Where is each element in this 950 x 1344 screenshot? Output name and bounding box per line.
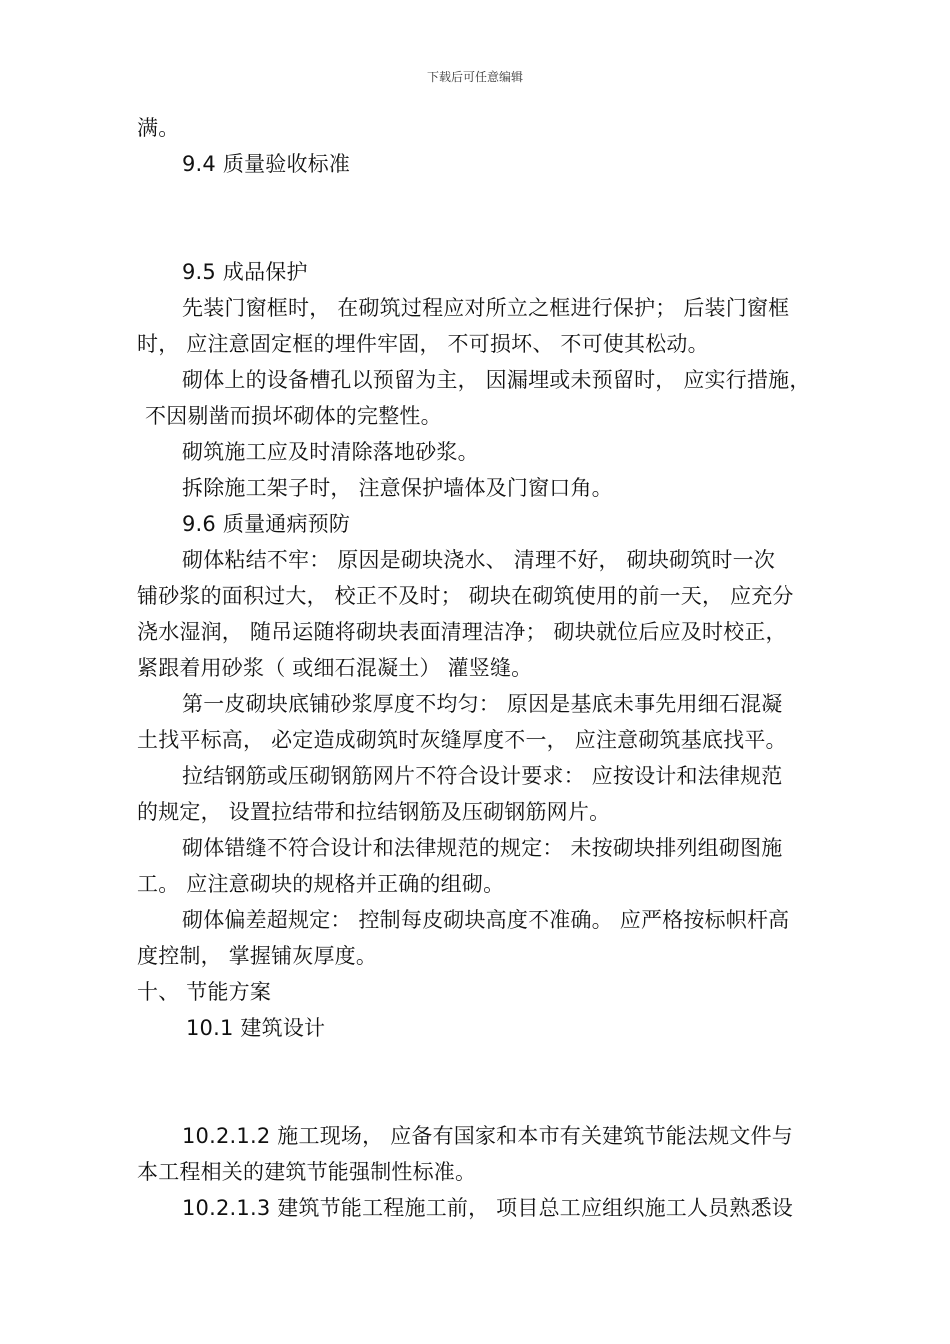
text-line: 第一皮砌块底铺砂浆厚度不均匀： 原因是基底未事先用细石混凝 [182, 692, 783, 716]
document-body [137, 110, 842, 1226]
text-line: 紧跟着用砂浆（ 或细石混凝土） 灌竖缝。 [137, 656, 533, 680]
text-line: 拆除施工架子时， 注意保护墙体及门窗口角。 [182, 476, 613, 500]
text-line: 满。 [137, 116, 180, 140]
text-line: 砌体粘结不牢： 原因是砌块浇水、 清理不好， 砌块砌筑时一次 [182, 548, 776, 572]
text-line: 工。 应注意砌块的规格并正确的组砌。 [137, 872, 505, 896]
text-line: 砌体上的设备槽孔以预留为主， 因漏埋或未预留时， 应实行措施， [182, 368, 811, 392]
blank-space [137, 1046, 842, 1118]
section-heading-9-5: 9.5 成品保护 [182, 260, 308, 284]
text-line: 度控制， 掌握铺灰厚度。 [137, 944, 378, 968]
text-line: 10.2.1.3 建筑节能工程施工前， 项目总工应组织施工人员熟悉设 [182, 1196, 793, 1220]
text-line: 浇水湿润， 随吊运随将砌块表面清理洁净； 砌块就位后应及时校正， [137, 620, 787, 644]
text-line: 土找平标高， 必定造成砌筑时灰缝厚度不一， 应注意砌筑基底找平。 [137, 728, 787, 752]
section-heading-9-4: 9.4 质量验收标准 [182, 152, 351, 176]
text-line: 拉结钢筋或压砌钢筋网片不符合设计要求： 应按设计和法律规范 [182, 764, 783, 788]
section-heading-9-6: 9.6 质量通病预防 [182, 512, 351, 536]
text-line: 的规定， 设置拉结带和拉结钢筋及压砌钢筋网片。 [137, 800, 611, 824]
section-heading-10-1: 10.1 建筑设计 [186, 1016, 326, 1040]
text-line: 先装门窗框时， 在砌筑过程应对所立之框进行保护； 后装门窗框 [182, 296, 790, 320]
page-header: 下载后可任意编辑 [426, 70, 523, 84]
text-line: 砌体错缝不符合设计和法律规范的规定： 未按砌块排列组砌图施 [182, 836, 783, 860]
text-line: 不因剔凿而损坏砌体的完整性。 [145, 404, 442, 428]
text-line: 时， 应注意固定框的埋件牢固， 不可损坏、 不可使其松动。 [137, 332, 709, 356]
text-line: 砌体偏差超规定： 控制每皮砌块高度不准确。 应严格按标帜杆高 [182, 908, 790, 932]
text-line: 砌筑施工应及时清除落地砂浆。 [182, 440, 479, 464]
text-line: 10.2.1.2 施工现场， 应备有国家和本市有关建筑节能法规文件与 [182, 1124, 793, 1148]
text-line: 铺砂浆的面积过大， 校正不及时； 砌块在砌筑使用的前一天， 应充分 [137, 584, 794, 608]
text-line: 本工程相关的建筑节能强制性标准。 [137, 1160, 477, 1184]
chapter-heading-10: 十、 节能方案 [137, 980, 272, 1004]
blank-space [137, 182, 842, 254]
